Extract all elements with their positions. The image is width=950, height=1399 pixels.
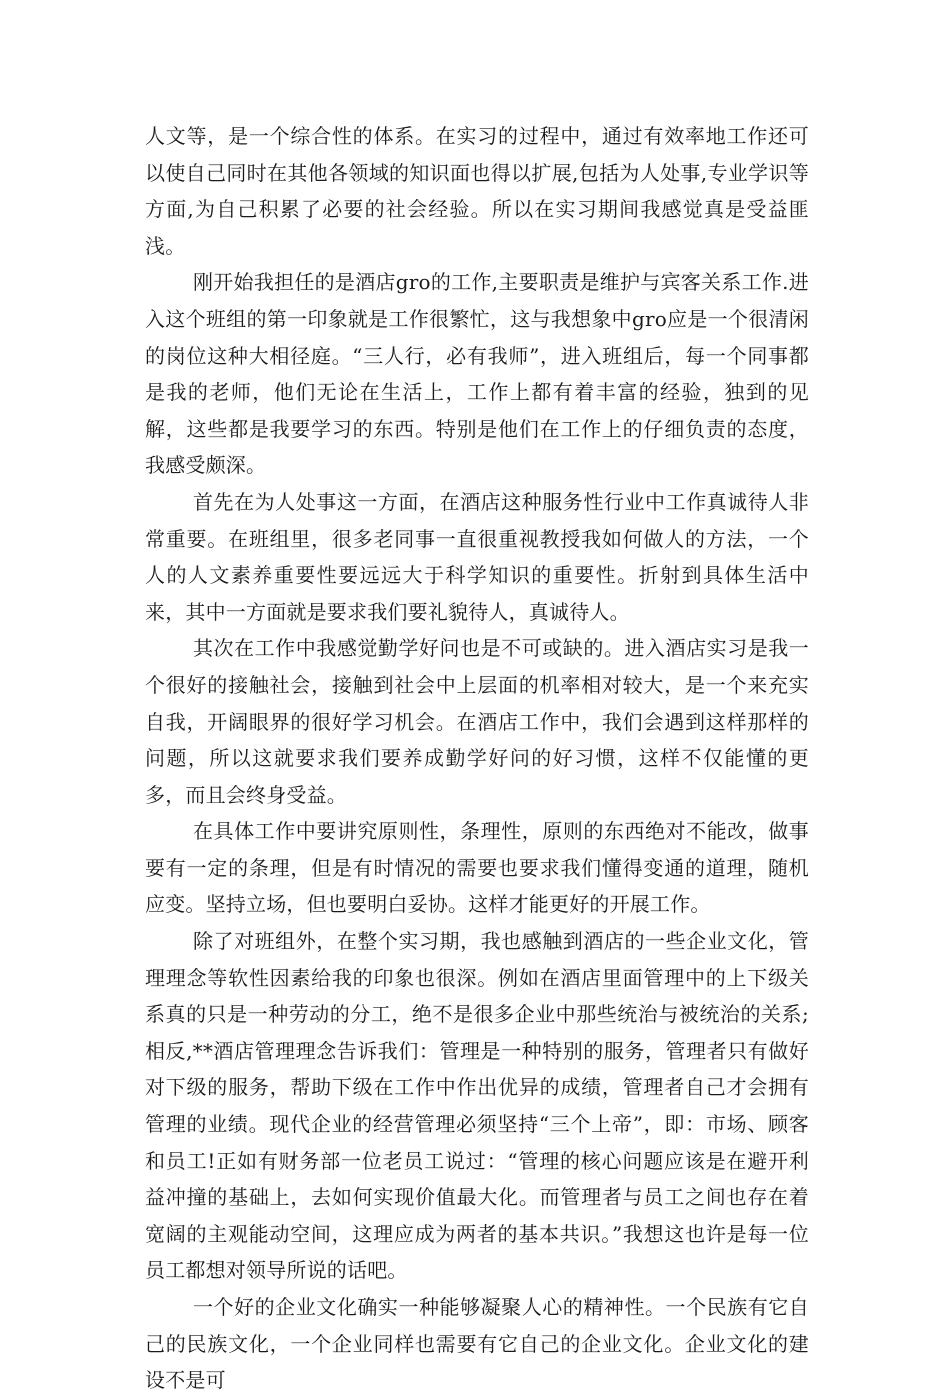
paragraph-4: 其次在工作中我感觉勤学好问也是不可或缺的。进入酒店实习是我一个很好的接触社会，接触到社会中上层面的机率相对较大，是一个来充实自我，开阔眼界的很好学习机会。在酒店工作中，我们会遇到这样那样的问题，所以这就要求我们要养成勤学好问的好习惯，这样不仅能懂的更多，而且会终身受益。 [145,636,809,807]
document-body [145,118,809,1399]
paragraph-1: 人文等，是一个综合性的体系。在实习的过程中，通过有效率地工作还可以使自己同时在其他各领域的知识面也得以扩展,包括为人处事,专业学识等方面,为自己积累了必要的社会经验。所以在实习期间我感觉真是受益匪浅。 [145,124,809,258]
paragraph-3: 首先在为人处事这一方面，在酒店这种服务性行业中工作真诚待人非常重要。在班组里，很多老同事一直很重视教授我如何做人的方法，一个人的人文素养重要性要远远大于科学知识的重要性。折射到具体生活中来，其中一方面就是要求我们要礼貌待人，真诚待人。 [145,489,809,624]
paragraph-5: 在具体工作中要讲究原则性，条理性，原则的东西绝对不能改，做事要有一定的条理，但是有时情况的需要也要求我们懂得变通的道理，随机应变。坚持立场，但也要明白妥协。这样才能更好的开展工作。 [145,819,809,917]
paragraph-6: 除了对班组外，在整个实习期，我也感触到酒店的一些企业文化，管理理念等软性因素给我的印象也很深。例如在酒店里面管理中的上下级关系真的只是一种劳动的分工，绝不是很多企业中那些统治与被统治的关系;相反,**酒店管理理念告诉我们：管理是一种特别的服务，管理者只有做好对下级的服务，帮助下级在工作中作出优异的成绩，管理者自己才会拥有管理的业绩。现代企业的经营管理必须坚持“三个上帝”，即：市场、顾客和员工!正如有财务部一位老员工说过：“管理的核心问题应该是在避开利益冲撞的基础上，去如何实现价值最大化。而管理者与员工之间也存在着宽阔的主观能动空间，这理应成为两者的基本共识。”我想这也许是每一位员工都想对领导所说的话吧。 [145,929,809,1283]
paragraph-7: 一个好的企业文化确实一种能够凝聚人心的精神性。一个民族有它自己的民族文化，一个企业同样也需要有它自己的企业文化。企业文化的建设不是可 [145,1295,809,1393]
paragraph-2: 刚开始我担任的是酒店gro的工作,主要职责是维护与宾客关系工作.进入这个班组的第一印象就是工作很繁忙，这与我想象中gro应是一个很清闲的岗位这种大相径庭。“三人行，必有我师”，进入班组后，每一个同事都是我的老师，他们无论在生活上，工作上都有着丰富的经验，独到的见解，这些都是我要学习的东西。特别是他们在工作上的仔细负责的态度，我感受颇深。 [145,270,809,478]
